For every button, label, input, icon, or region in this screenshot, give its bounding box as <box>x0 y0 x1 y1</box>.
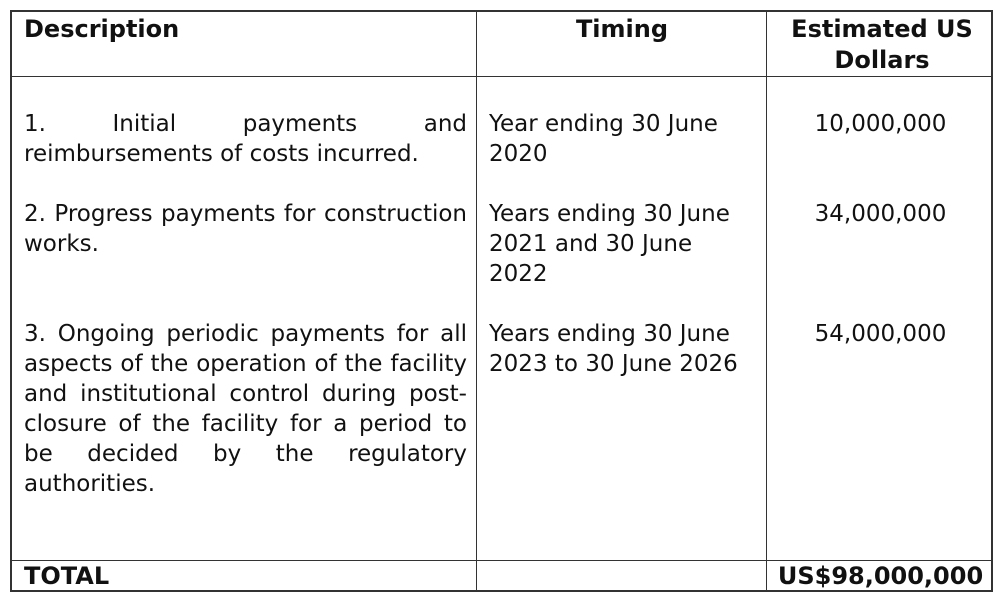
row-3-description: 3. Ongoing periodic payments for all aspects of the operation of the facility and institutional control during post-closure of the facility for a period to be decided by the regulatory authorities. <box>24 321 467 497</box>
row-3-amount: 54,000,000 <box>814 321 947 347</box>
payments-table <box>10 10 993 592</box>
header-amount: Estimated US Dollars <box>791 15 973 74</box>
header-description: Description <box>24 15 180 43</box>
row-2-description: 2. Progress payments for construction works. <box>24 201 467 257</box>
row-3-timing: Years ending 30 June 2023 to 30 June 2026 <box>489 321 738 377</box>
row-2-timing: Years ending 30 June 2021 and 30 June 2022 <box>489 201 730 287</box>
row-1-timing: Year ending 30 June 2020 <box>489 111 718 167</box>
header-timing: Timing <box>575 15 669 43</box>
header-divider <box>12 76 991 77</box>
row-1-description: 1. Initial payments and reimbursements of costs incurred. <box>24 111 467 167</box>
row-1-amount: 10,000,000 <box>814 111 947 137</box>
total-amount: US$98,000,000 <box>777 562 984 590</box>
total-label: TOTAL <box>24 562 110 590</box>
column-divider <box>476 12 477 590</box>
column-divider <box>766 12 767 590</box>
row-2-amount: 34,000,000 <box>814 201 947 227</box>
